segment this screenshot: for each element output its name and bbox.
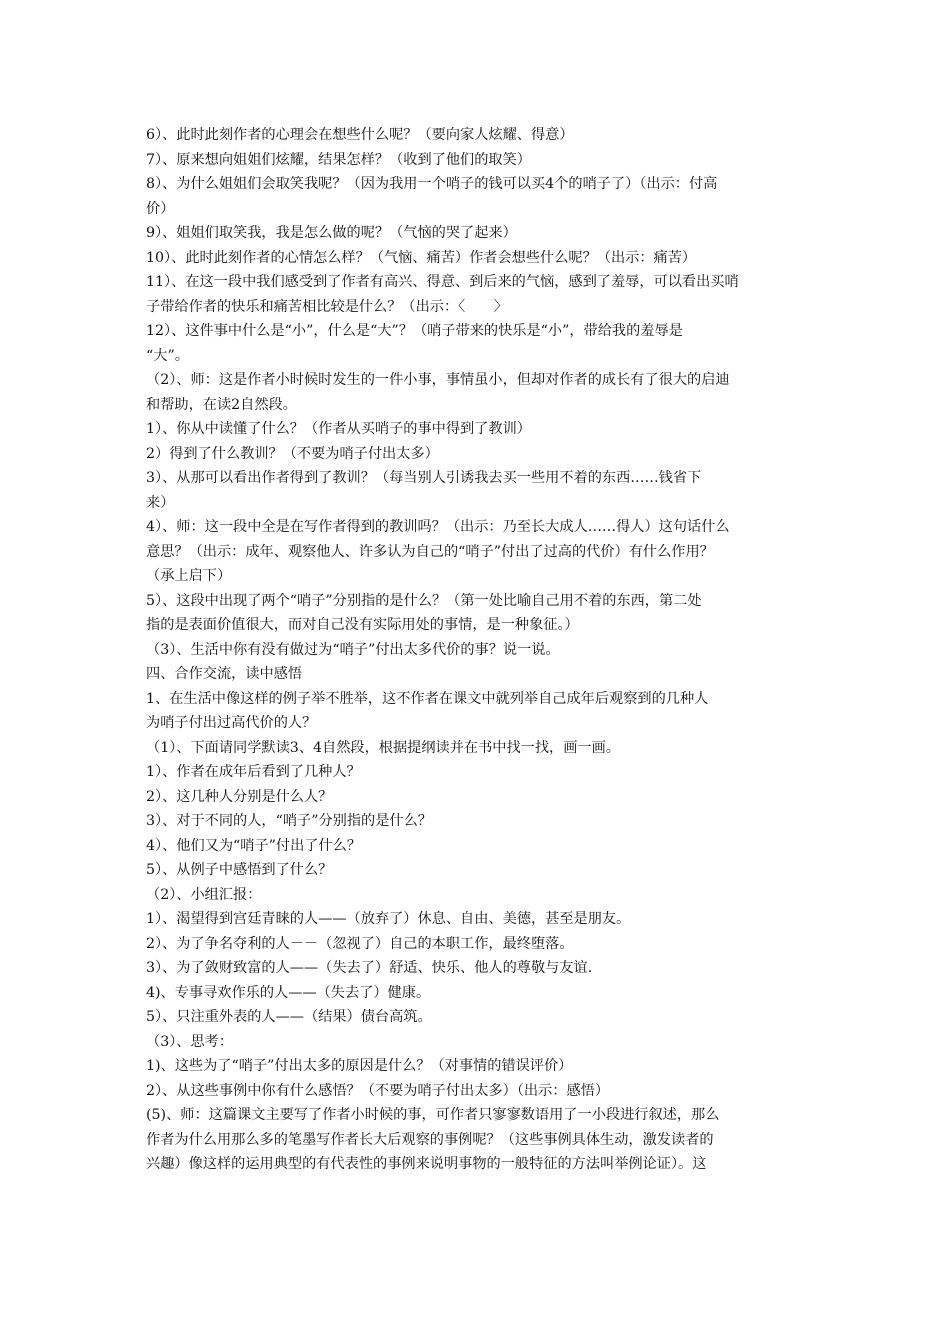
text-line: 12）、这件事中什么是“小”，什么是“大”？（哨子带来的快乐是“小”，带给我的羞辱是 [146,323,683,339]
text-line: 和帮助，在读2自然段。 [146,396,297,413]
text-line: 指的是表面价值很大，而对自己没有实际用处的事情，是一种象征。） [146,617,579,633]
text-line: 4）、他们又为“哨子”付出了什么？ [146,837,362,854]
text-line: 4)、专事寻欢作乐的人——（失去了）健康。 [146,984,431,1001]
text-line: 2）、为了争名夺利的人－－（忽视了）自己的本职工作，最终堕落。 [146,935,574,952]
text-line: 1）、渴望得到宫廷青睐的人——（放弃了）休息、自由、美德，甚至是朋友。 [146,911,631,927]
text-line: 1、在生活中像这样的例子举不胜举，这不作者在课文中就列举自己成年后观察到的几种人 [146,690,709,707]
section-heading: 四、合作交流，读中感悟 [146,666,303,682]
text-line: 8）、为什么姐姐们会取笑我呢？（因为我用一个哨子的钱可以买4个的哨子了）（出示：付高 [146,176,718,192]
text-line: (5)、师：这篇课文主要写了作者小时候的事，可作者只寥寥数语用了一小段进行叙述，那么 [146,1107,720,1123]
text-line: （3）、思考： [146,1033,234,1050]
text-line: 1）、作者在成年后看到了几种人？ [146,764,361,780]
text-line: 来） [146,494,175,511]
text-line: 3）、对于不同的人，“哨子”分别指的是什么？ [146,813,432,829]
text-line: 兴趣）像这样的运用典型的有代表性的事例来说明事物的一般特征的方法叫举例论证）。这 [146,1156,707,1172]
text-line: 2）、这几种人分别是什么人？ [146,788,333,805]
text-line: 4）、师：这一段中全是在写作者得到的教训吗？（出示：乃至长大成人……得人）这句话什么 [146,519,730,535]
text-line: 5）、这段中出现了两个“哨子”分别指的是什么？（第一处比喻自己用不着的东西，第二处 [146,592,702,609]
text-line: 11）、在这一段中我们感受到了作者有高兴、得意、到后来的气恼，感到了羞辱，可以看出买哨 [146,274,739,290]
text-line: 2）得到了什么教训？（不要为哨子付出太多） [146,445,439,462]
text-line: 2）、从这些事例中你有什么感悟？（不要为哨子付出太多）（出示：感悟） [146,1082,610,1099]
text-line: （3）、生活中你有没有做过为“哨子”付出太多代价的事？说一说。 [146,641,560,658]
text-line: 作者为什么用那么多的笔墨写作者长大后观察的事例呢？（这些事例具体生动，激发读者的 [146,1131,714,1148]
text-line: 5）、只注重外表的人——（结果）债台高筑。 [146,1009,432,1025]
text-line: 3）、从那可以看出作者得到了教训？（每当别人引诱我去买一些用不着的东西……钱省下 [146,470,702,486]
text-line: 价） [146,200,175,217]
document-body [146,123,806,1177]
text-line: （2）、小组汇报： [146,886,262,903]
text-line: 子带给作者的快乐和痛苦相比较是什么？（出示：〈 〉 [146,298,508,315]
text-line: 1)、这些为了“哨子”付出太多的原因是什么？（对事情的错误评价） [146,1058,573,1074]
text-line: 7）、原来想向姐姐们炫耀，结果怎样？（收到了他们的取笑） [146,151,531,168]
text-line: （2）、师：这是作者小时候时发生的一件小事，事情虽小，但却对作者的成长有了很大的启迪 [146,372,730,388]
text-line: 5）、从例子中感悟到了什么？ [146,862,333,878]
text-line: “大”。 [146,347,189,364]
text-line: 意思？（出示：成年、观察他人、许多认为自己的“哨子”付出了过高的代价）有什么作用？ [146,543,714,560]
text-line: （1）、下面请同学默读3、4自然段，根据提纲读并在书中找一找，画一画。 [146,739,620,756]
text-line: 6）、此时此刻作者的心理会在想些什么呢？（要向家人炫耀、得意） [146,127,574,143]
text-line: 9）、姐姐们取笑我，我是怎么做的呢？（气恼的哭了起来） [146,225,517,241]
text-line: 3）、为了敛财致富的人——（失去了）舒适、快乐、他人的尊敬与友谊. [146,960,593,976]
text-line: 10）、此时此刻作者的心情怎么样？（气恼、痛苦）作者会想些什么呢？（出示：痛苦） [146,249,697,266]
text-line: （承上启下） [146,568,232,584]
text-line: 为哨子付出过高代价的人？ [146,715,317,731]
text-line: 1）、你从中读懂了什么？（作者从买哨子的事中得到了教训） [146,421,531,437]
